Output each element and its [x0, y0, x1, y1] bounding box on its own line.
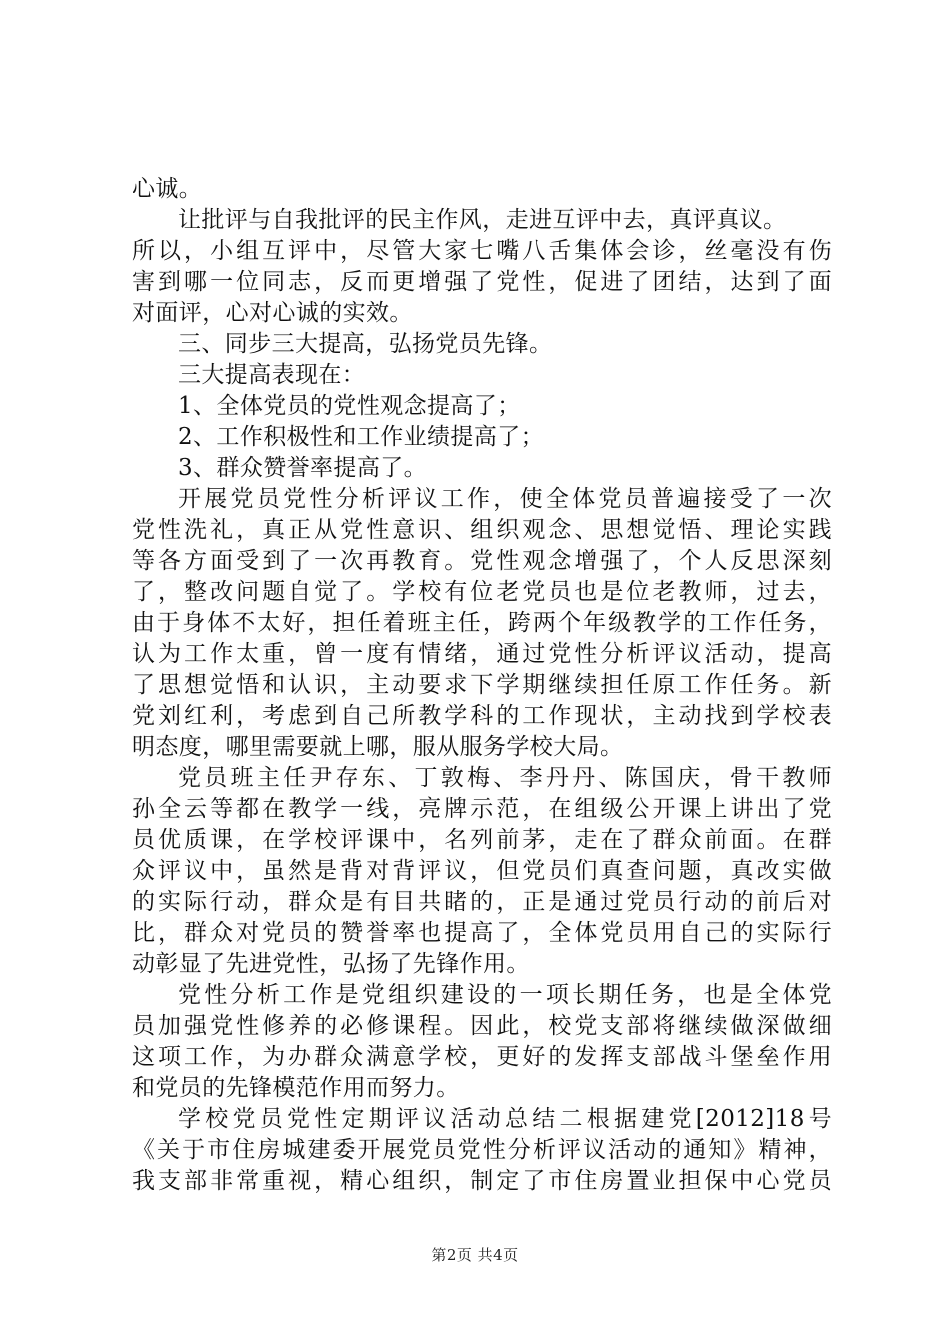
text-line: 我支部非常重视，精心组织，制定了市住房置业担保中心党员 — [132, 1168, 832, 1194]
text-line: 学校党员党性定期评议活动总结二根据建党[2012]18号 — [178, 1106, 832, 1132]
text-line: 和党员的先锋模范作用而努力。 — [132, 1075, 460, 1101]
text-line: 《关于市住房城建委开展党员党性分析评议活动的通知》精神， — [132, 1137, 832, 1163]
list-item: 3、群众赞誉率提高了。 — [178, 455, 428, 481]
text-line: 的实际行动，群众是有目共睹的，正是通过党员行动的前后对 — [132, 889, 832, 915]
body-text — [132, 174, 832, 1197]
text-line: 开展党员党性分析评议工作，使全体党员普遍接受了一次 — [178, 486, 832, 512]
text-line: 了，整改问题自觉了。学校有位老党员也是位老教师，过去， — [132, 579, 832, 605]
text-line: 认为工作太重，曾一度有情绪，通过党性分析评议活动，提高 — [132, 641, 832, 667]
page-number-footer: 第2页 共4页 — [431, 1246, 519, 1264]
text-line: 让批评与自我批评的民主作风，走进互评中去，真评真议。 — [178, 207, 787, 233]
text-line: 孙全云等都在教学一线，亮牌示范，在组级公开课上讲出了党 — [132, 796, 832, 822]
text-line: 员优质课，在学校评课中，名列前茅，走在了群众前面。在群 — [132, 827, 832, 853]
text-line: 比，群众对党员的赞誉率也提高了，全体党员用自己的实际行 — [132, 920, 832, 946]
list-item: 2、工作积极性和工作业绩提高了； — [178, 424, 545, 450]
text-line: 党刘红利，考虑到自己所教学科的工作现状，主动找到学校表 — [132, 703, 832, 729]
list-item: 1、全体党员的党性观念提高了； — [178, 393, 521, 419]
text-line: 心诚。 — [132, 176, 203, 202]
text-line: 员加强党性修养的必修课程。因此，校党支部将继续做深做细 — [132, 1013, 832, 1039]
text-line: 这项工作，为办群众满意学校，更好的发挥支部战斗堡垒作用 — [132, 1044, 832, 1070]
text-line: 由于身体不太好，担任着班主任，跨两个年级教学的工作任务， — [132, 610, 832, 636]
text-line: 众评议中，虽然是背对背评议，但党员们真查问题，真改实做 — [132, 858, 832, 884]
text-line: 等各方面受到了一次再教育。党性观念增强了，个人反思深刻 — [132, 548, 832, 574]
text-line: 害到哪一位同志，反而更增强了党性，促进了团结，达到了面 — [132, 269, 832, 295]
text-line: 对面评，心对心诚的实效。 — [132, 300, 413, 326]
text-line: 了思想觉悟和认识，主动要求下学期继续担任原工作任务。新 — [132, 672, 832, 698]
text-line: 党性分析工作是党组织建设的一项长期任务，也是全体党 — [178, 982, 832, 1008]
text-line: 所以，小组互评中，尽管大家七嘴八舌集体会诊，丝毫没有伤 — [132, 238, 832, 264]
text-line: 党性洗礼，真正从党性意识、组织观念、思想觉悟、理论实践 — [132, 517, 832, 543]
section-heading: 三、同步三大提高，弘扬党员先锋。 — [178, 331, 553, 357]
text-line: 明态度，哪里需要就上哪，服从服务学校大局。 — [132, 734, 624, 760]
text-line: 三大提高表现在： — [178, 362, 366, 388]
text-line: 党员班主任尹存东、丁敦梅、李丹丹、陈国庆，骨干教师 — [178, 765, 832, 791]
text-line: 动彰显了先进党性，弘扬了先锋作用。 — [132, 951, 530, 977]
